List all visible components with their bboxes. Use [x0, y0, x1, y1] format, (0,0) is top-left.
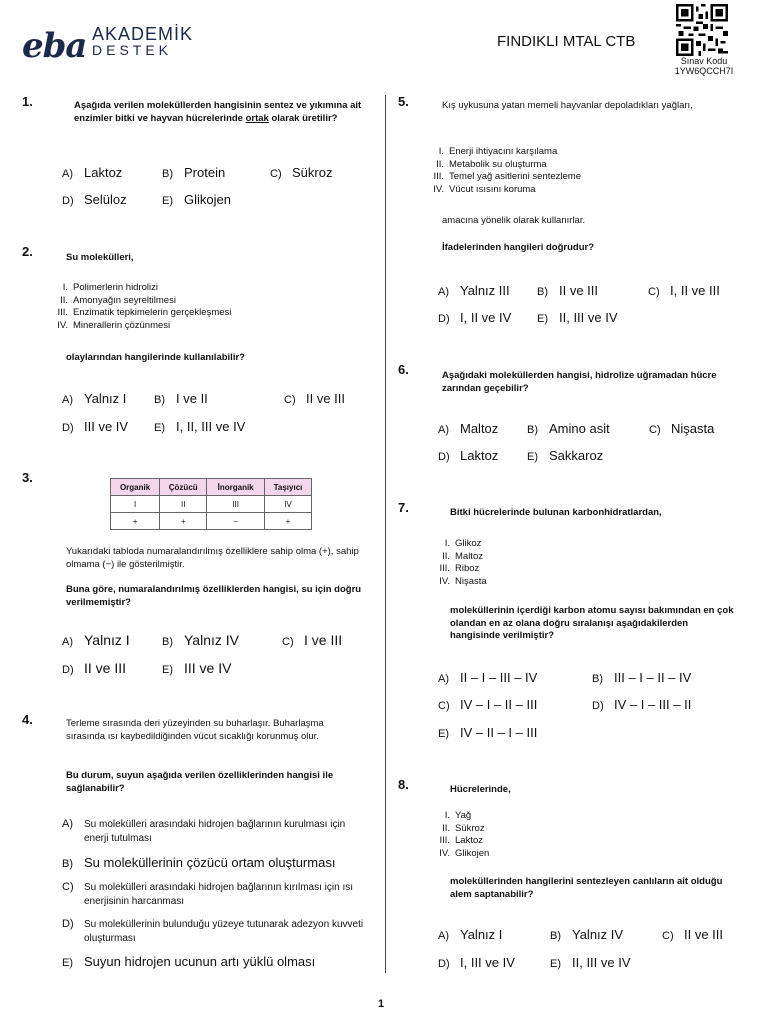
q3-option-b[interactable]: B) Yalnız IV [162, 632, 239, 648]
question-number-5: 5. [398, 94, 409, 109]
question-7-list: I. Glikoz II. Maltoz III. Riboz IV. Nişasta [439, 538, 487, 587]
question-number-7: 7. [398, 500, 409, 515]
question-7-prompt: moleküllerinin içerdiği karbon atomu sayısı bakımından en çok olandan en az olana doğru sıralanışı aşağıdakilerden hangisinde verilmiştir? [450, 605, 734, 641]
question-2-list: I. Polimerlerin hidrolizi II. Amonyağın seyreltilmesi III. Enzimatik tepkimelerin gerçekleşmesi IV. Minerallerin çözünmesi [57, 282, 232, 331]
q2-option-a[interactable]: A) Yalnız I [62, 391, 127, 406]
q3-option-c[interactable]: C) I ve III [282, 632, 343, 648]
question-5-intro: Kış uykusuna yatan memeli hayvanlar depoladıkları yağları, [442, 100, 693, 111]
q7-option-a[interactable]: A) II – I – III – IV [438, 670, 538, 685]
q2-option-e[interactable]: E) I, II, III ve IV [154, 419, 246, 434]
q3-option-e[interactable]: E) III ve IV [162, 660, 232, 676]
q4-option-b[interactable]: B) Su moleküllerinin çözücü ortam oluşturması [62, 855, 336, 870]
question-number-1: 1. [22, 94, 33, 109]
table-row: + + − + [111, 513, 312, 530]
q4-option-a[interactable]: A) Su molekülleri arasındaki hidrojen bağlarının kurulması için enerji tutulması [62, 818, 346, 844]
q6-option-d[interactable]: D) Laktoz [438, 448, 499, 463]
question-8-list: I. Yağ II. Sükroz III. Laktoz IV. Glikojen [439, 810, 490, 859]
qr-code-icon [674, 4, 730, 56]
q1-option-c[interactable]: C) Sükroz [270, 165, 333, 180]
exam-code: Sınav Kodu 1YW6QCCH7I [674, 56, 734, 76]
q1-option-a[interactable]: A) Laktoz [62, 165, 123, 180]
q8-option-b[interactable]: B) Yalnız IV [550, 927, 624, 942]
q6-option-a[interactable]: A) Maltoz [438, 421, 499, 436]
question-2-intro: Su molekülleri, [66, 252, 134, 263]
q8-option-d[interactable]: D) I, III ve IV [438, 955, 515, 970]
question-5-prompt: İfadelerinden hangileri doğrudur? [442, 242, 595, 253]
q7-option-c[interactable]: C) IV – I – II – III [438, 697, 538, 712]
question-2-prompt: olaylarından hangilerinde kullanılabilir? [66, 352, 245, 363]
question-1-stem: Aşağıda verilen moleküllerden hangisinin sentez ve yıkımına ait enzimler bitki ve hayvan hücrelerinde ortak olarak üretilir? [74, 100, 362, 124]
q5-option-e[interactable]: E) II, III ve IV [537, 310, 618, 325]
q8-option-a[interactable]: A) Yalnız I [438, 927, 503, 942]
question-5-list: I. Enerji ihtiyacını karşılama II. Metabolik su oluşturma III. Temel yağ asitlerini sentezleme IV. Vücut ısısını koruma [433, 146, 582, 195]
q3-option-d[interactable]: D) II ve III [62, 660, 127, 676]
column-divider [385, 95, 386, 973]
q3-option-a[interactable]: A) Yalnız I [62, 632, 130, 648]
question-7-intro: Bitki hücrelerinde bulunan karbonhidratlardan, [450, 507, 662, 518]
table-header-row: Organik Çözücü İnorganik Taşıyıcı [111, 479, 312, 496]
question-3-text: Yukarıdaki tabloda numaralandırılmış özelliklere sahip olma (+), sahip olmama (−) ile gösterilmiştir. [66, 546, 359, 570]
q1-option-b[interactable]: B) Protein [162, 165, 226, 180]
question-3-prompt: Buna göre, numaralandırılmış özelliklerden hangisi, su için doğru verilmemiştir? [66, 584, 362, 608]
question-number-8: 8. [398, 777, 409, 792]
question-number-4: 4. [22, 712, 33, 727]
exam-title: FINDIKLI MTAL CTB [497, 33, 636, 50]
q7-option-e[interactable]: E) IV – II – I – III [438, 725, 538, 740]
q6-option-b[interactable]: B) Amino asit [527, 421, 610, 436]
q2-option-d[interactable]: D) III ve IV [62, 419, 129, 434]
q7-option-d[interactable]: D) IV – I – III – II [592, 697, 692, 712]
properties-table [110, 478, 312, 530]
question-8-prompt: moleküllerinden hangilerini sentezleyen canlıların ait olduğu alem saptanabilir? [450, 876, 723, 900]
q5-option-a[interactable]: A) Yalnız III [438, 283, 510, 298]
q8-option-c[interactable]: C) II ve III [662, 927, 724, 942]
q4-option-e[interactable]: E) Suyun hidrojen ucunun artı yüklü olması [62, 954, 316, 969]
q4-option-c[interactable]: C) Su molekülleri arasındaki hidrojen bağlarının kırılması için ısı enerjisinin harcanması [62, 881, 354, 907]
q1-option-e[interactable]: E) Glikojen [162, 192, 231, 207]
logo-destek: DESTEK [92, 42, 173, 58]
q5-option-b[interactable]: B) II ve III [537, 283, 599, 298]
q7-option-b[interactable]: B) III – I – II – IV [592, 670, 692, 685]
q5-option-c[interactable]: C) I, II ve III [648, 283, 720, 298]
eba-logo: eba [22, 26, 87, 66]
question-4-text: Terleme sırasında deri yüzeyinden su buharlaşır. Buharlaşma sırasında ısı kaybedildiğinden vücut sıcaklığı korunmuş olur. [66, 718, 324, 742]
q1-option-d[interactable]: D) Selüloz [62, 192, 127, 207]
question-number-6: 6. [398, 362, 409, 377]
q2-option-c[interactable]: C) II ve III [284, 391, 346, 406]
question-6-prompt: Aşağıdaki moleküllerden hangisi, hidrolize uğramadan hücre zarından geçebilir? [442, 370, 717, 394]
question-5-after: amacına yönelik olarak kullanırlar. [442, 215, 586, 226]
q6-option-e[interactable]: E) Sakkaroz [527, 448, 604, 463]
table-row: I II III IV [111, 496, 312, 513]
q2-option-b[interactable]: B) I ve II [154, 391, 208, 406]
q4-option-d[interactable]: D) Su moleküllerinin bulunduğu yüzeye tutunarak adezyon kuvveti oluşturması [62, 918, 364, 944]
question-number-3: 3. [22, 470, 33, 485]
logo-akademik: AKADEMİK [92, 24, 194, 44]
question-4-prompt: Bu durum, suyun aşağıda verilen özelliklerinden hangisi ile sağlanabilir? [66, 770, 334, 794]
page-number: 1 [378, 998, 385, 1010]
q8-option-e[interactable]: E) II, III ve IV [550, 955, 631, 970]
q6-option-c[interactable]: C) Nişasta [649, 421, 715, 436]
question-number-2: 2. [22, 244, 33, 259]
question-8-intro: Hücrelerinde, [450, 784, 511, 795]
q5-option-d[interactable]: D) I, II ve IV [438, 310, 512, 325]
